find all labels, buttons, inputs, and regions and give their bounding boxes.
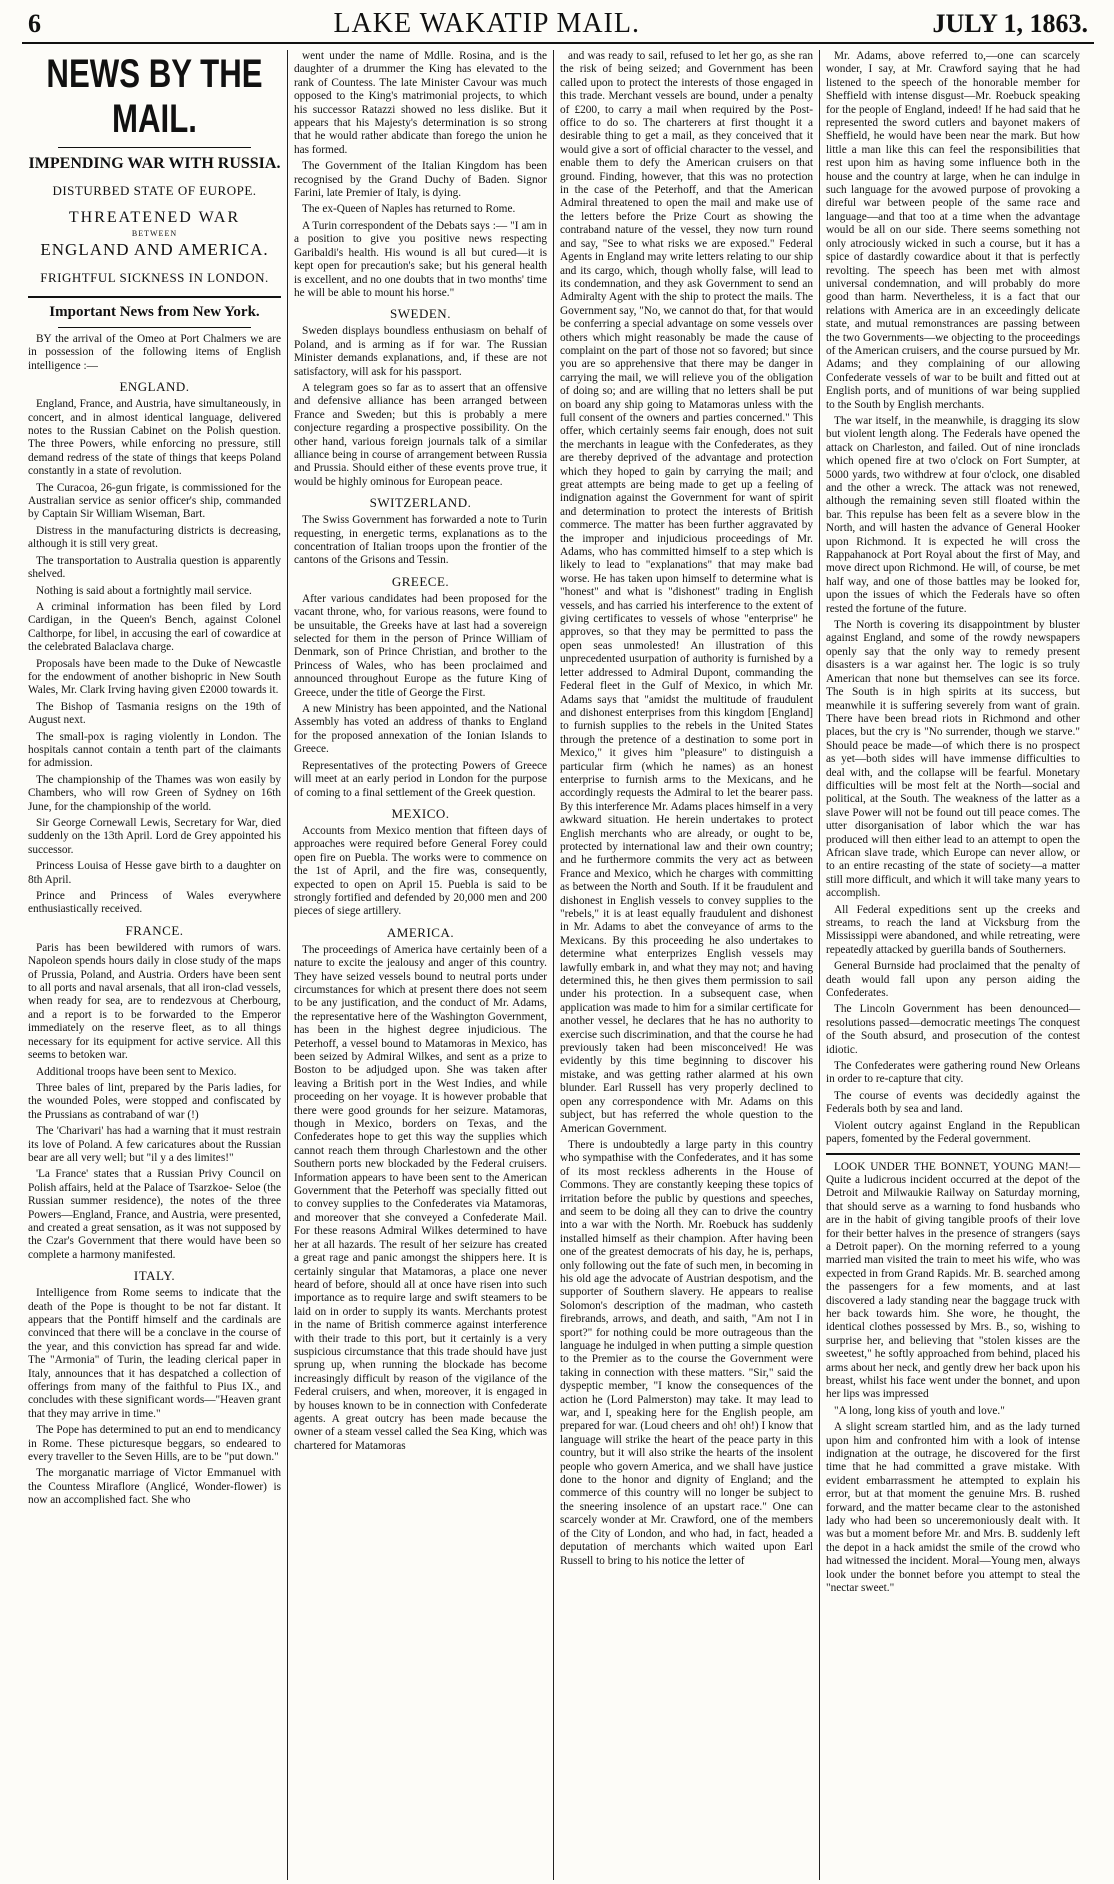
paragraph: Representatives of the protecting Powers of Greece will meet at an early period in London for the purpose of coming to a final settlement of the Greek question. — [294, 759, 547, 799]
paragraph: A new Ministry has been appointed, and the National Assembly has voted an address of thanks to England for the proposed annexation of the Ionian Islands to Greece. — [294, 703, 547, 756]
divider — [28, 296, 281, 298]
paragraph: The North is covering its disappointment by bluster against England, and some of the rowdy newspapers openly say that the only way to remedy present disasters is a war against her. The logic is so truly American that none but themselves can see its force. The South is in high spirits at its success, but meanwhile it is suffering severely from want of grain. There have been bread riots in Richmond and other places, but the cry is "No surrender, though we starve." Should peace be made—of which there is no prospect as yet—both sides will have immense difficulties to deal with, and the collapse will be fearful. Monetary difficulties will be most felt at the North—social and political, at the South. The weakness of the latter as a slave Power will not be found out till peace comes. The utter disorganisation of labor which the war has produced will then either lead to an attempt to open the African slave trade, which Europe can never allow, or to an entire recasting of the state of society—a matter still more difficult, and which it will take many years to accomplish. — [826, 619, 1080, 900]
page-number: 6 — [28, 9, 41, 38]
paragraph: The Lincoln Government has been denounced—resolutions passed—democratic meetings The conquest of the South absurd, and prosecution of the contest idiotic. — [826, 1003, 1080, 1056]
paragraph: England, France, and Austria, have simultaneously, in concert, and in almost identical language, delivered notes to the Russian Cabinet on the Polish question. The three Powers, while enforcing no pressure, still demand redress of the state of things that keeps Poland constantly in a state of revolution. — [28, 398, 281, 478]
divider — [58, 327, 251, 328]
paragraph: Violent outcry against England in the Republican papers, fomented by the Federal government. — [826, 1119, 1080, 1146]
paragraph: Sir George Cornewall Lewis, Secretary for War, died suddenly on the 13th April. Lord de Grey appointed his successor. — [28, 817, 281, 856]
paragraph: The Government of the Italian Kingdom has been recognised by the Grand Duchy of Baden. Signor Farini, late Premier of Italy, is dying. — [294, 160, 547, 200]
paragraph: 'La France' states that a Russian Privy Council on Polish affairs, held at the Palace of Tsarzkoe- Seloe (the Russian summer residence), the notes of the three Powers—England, France, and Austria, were presented, and created a great sensation, as it was not supposed by the Czar's Government that there would have been so complete a harmony manifested. — [28, 1168, 281, 1261]
paragraph: The morganatic marriage of Victor Emmanuel with the Countess Miraflore (Anglicé, Wonder-flower) is now an accomplished fact. She who — [28, 1467, 281, 1507]
paragraph: A Turin correspondent of the Debats says :— "I am in a position to give you positive news respecting Garibaldi's health. His wound is all but cured—it is kept open for precaution's sake; but his general health is excellent, and no one doubts that in two months' time he will be able to mount his horse." — [294, 219, 547, 299]
paragraph: The Curacoa, 26-gun frigate, is commissioned for the Australian service as senior officer's ship, commanded by Captain Sir William Wiseman, Bart. — [28, 481, 281, 521]
italy-continued — [294, 50, 547, 300]
mexico-section — [294, 825, 547, 919]
paragraph: went under the name of Mdlle. Rosina, and is the daughter of a drummer the King has elevated to the rank of Countess. The late Minister Cavour was much opposed to the King's matrimonial projects, to which his successor Ratazzi showed no less dislike. But it appears that his Majesty's determination is so strong that he would rather abdicate than forego the union he has formed. — [294, 50, 547, 156]
paragraph: The transportation to Australia question is apparently shelved. — [28, 554, 281, 581]
deck-england-america: ENGLAND AND AMERICA. — [40, 240, 269, 259]
america-continued — [560, 50, 813, 1568]
section-heading: ENGLAND. — [119, 379, 190, 395]
paragraph: Intelligence from Rome seems to indicate that the death of the Pope is thought to be not far distant. It appears that the Pontiff himself and the cardinals are convinced that there will be a conclave in the course of the year, and this conviction has spread far and wide. The "Armonia" of Turin, the leading clerical paper in Italy, announces that it has despatched a collection of offerings from many of the faithful to Pius IX., and concludes with these significant words—"Heaven grant that they may arrive in time." — [28, 1287, 281, 1420]
paragraph: Proposals have been made to the Duke of Newcastle for the endowment of another bishopric in New South Wales, Mr. Clark Irving having given £2000 towards it. — [28, 657, 281, 697]
italy-section — [28, 1287, 281, 1508]
paragraph: Mr. Adams, above referred to,—one can scarcely wonder, I say, at Mr. Crawford saying that he had listened to the speech of the honorable member for Sheffield with intense disgust—Mr. Roebuck speaking for the people of England, indeed! If he had said that he represented the sword cutlers and bayonet makers of Sheffield, he would have been near the mark. But how little a man like this can feel the responsibilities that rest upon him as having some influence both in the house and the country at large, when he can indulge in such language for the avowed purpose of provoking a direful war between people of the same race and language—and that too at a time when the advantage would be all on our side. There seems something not only atrociously wicked in such a course, but it has a spice of dastardly cowardice about it that is perfectly revolting. The speech has been met with almost universal condemnation, and will probably do more good than harm. Nevertheless, it is a fact that our relations with America are in an exceedingly delicate state, and mutual remonstrances are passing between the two Governments—we objecting to the proceedings of the American cruisers, and the course pursued by Mr. Adams; and they complaining of our allowing Confederate vessels of war to be built and fitted out at English ports, and of munitions of war being supplied to the South by English merchants. — [826, 50, 1080, 411]
france-section — [28, 942, 281, 1262]
paragraph: All Federal expeditions sent up the creeks and streams, to reach the land at Vicksburg from the Mississippi were abandoned, and while retreating, were repeatedly attacked by guerilla bands of Southerners. — [826, 903, 1080, 956]
deck-threatened: THREATENED WAR — [68, 209, 241, 226]
section-heading: GREECE. — [391, 573, 450, 589]
paragraph: Sweden displays boundless enthusiasm on behalf of Poland, and is arming as if for war. The Russian Minister demands explanations, and, if these are not satisfactory, will ask for his passport. — [294, 325, 547, 378]
paragraph: LOOK UNDER THE BONNET, YOUNG MAN!—Quite a ludicrous incident occurred at the depot of the Detroit and Milwaukie Railway on Saturday morning, that should serve as a warning to fond husbands who are in the habit of giving tangible proofs of their love for their better halves in the presence of strangers (says a Detroit paper). On the morning referred to a young married man visited the train to meet his wife, who was expected in from Grand Rapids. Mr. B. searched among the passengers for a few moments, and at last discovered a lady standing near the baggage truck with her back towards him. She wore, he thought, the identical clothes possessed by Mrs. B., so, wishing to surprise her, and believing that "stolen kisses are the sweetest," he softly approached from behind, placed his arms about her neck, and gently drew her back upon his breast, whilst his face went under the bonnet, and upon her lips was impressed — [826, 1160, 1080, 1401]
paragraph: The proceedings of America have certainly been of a nature to excite the jealousy and anger of this country. They have seized vessels bound to neutral ports under circumstances for which at present there does not seem to be any justification, and the conduct of Mr. Adams, the representative here of the Washington Government, has been in the highest degree injudicious. The Peterhoff, a vessel bound to Matamoras in Mexico, has been seized by Admiral Wilkes, and sent as a prize to Boston to be adjudged upon. She was taken after leaving a British port in the West Indies, and while proceeding on her voyage. It is however probable that there were good grounds for her seizure. Matamoras, though in Mexico, borders on Texas, and the Confederates hope to get this way the supplies which cannot reach them through Charlestown and the other Southern ports new blockaded by the Federal cruisers. Information appears to have been sent to the American Government that the Peterhoff was specially fitted out to convey supplies to the Confederates via Matamoras, and moreover that she conveyed a Confederate Mail. For these reasons Admiral Wilkes determined to have her at all hazards. The result of her seizure has created a great rage and panic amongst the shippers here. It is certainly singular that Matamoras, a place one never heard of before, should all at once have risen into such importance as to require large and swift steamers to be laid on in order to supply its wants. Merchants protest in the name of British commerce against interference with their trade to this port, but it certainly is a very suspicious circumstance that this trade should have just sprung up, when running the blockade has become increasingly difficult by reason of the vigilance of the Federal cruisers, and when, moreover, it is engaged in by houses known to be in connection with Confederate agents. A great outcry has been made because the owner of a steam vessel called the Sea King, which was chartered for Matamoras — [294, 943, 547, 1452]
paragraph: Distress in the manufacturing districts is decreasing, although it is still very great. — [28, 524, 281, 551]
issue-date: JULY 1, 1863. — [932, 9, 1088, 38]
section-heading: ITALY. — [133, 1268, 176, 1284]
section-heading: SWEDEN. — [390, 306, 451, 322]
sweden-section — [294, 325, 547, 489]
intro-paragraph: BY the arrival of the Omeo at Port Chalmers we are in possession of the following items of English intelligence :— — [28, 333, 281, 372]
paragraph: The Confederates were gathering round New Orleans in order to re-capture that city. — [826, 1060, 1080, 1086]
paragraph: The Bishop of Tasmania resigns on the 19th of August next. — [28, 700, 281, 727]
paragraph: Nothing is said about a fortnightly mail service. — [36, 584, 252, 597]
divider — [826, 1153, 1080, 1155]
paragraph: There is undoubtedly a large party in this country who sympathise with the Confederates, and it has some of its most reckless adherents in the House of Commons. They are constantly keeping these topics of irritation before the public by questions and speeches, and seem to be doing all they can to drive the country into a war with the North. Mr. Roebuck has suddenly installed himself as their champion. After having been one of the greatest democrats of his day, he is, perhaps, only following out the fate of such men, in becoming in his old age the advocate of Austrian despotism, and the supporter of Southern slavery. He appears to realise Solomon's description of the madman, who casteth firebrands, arrows, and death, and saith, "Am not I in sport?" for nothing could be more outrageous than the language he indulged in when putting a simple question to the Premier as to the course the Government were taking in connection with these matters. "Sir," said the dyspeptic member, "I know the consequences of the action he (Lord Palmerston) may take. It may lead to war, and I, speaking here for the English people, am prepared for war. (Loud cheers and oh! oh!) I know that language will strike the heart of the peace party in this country, but it will also strike the hearts of the insolent people who govern America, and we shall have justice done to the honor and dignity of England; and the commerce of this country will no longer be subject to the sneering insolence of an upstart race." One can scarcely wonder at Mr. Crawford, one of the members of the City of London, and who had, in fact, headed a deputation of merchants which waited upon Earl Russell to bring to his notice the letter of — [560, 1138, 813, 1567]
paragraph: A criminal information has been filed by Lord Cardigan, in the Queen's Bench, against Colonel Calthorpe, for libel, in accusing the earl of cowardice at the celebrated Balaclava charge. — [28, 600, 281, 654]
column-2 — [288, 50, 554, 1880]
paragraph: After various candidates had been proposed for the vacant throne, who, for various reasons, were found to be unsuitable, the Greeks have at last had a sovereign selected for them in the person of Prince William of Denmark, son of Prince Christian, and brother to the Princess of Wales, who has been proclaimed and announced throughout Europe as the future King of Greece, under the title of George the First. — [294, 592, 547, 699]
paragraph: The championship of the Thames was won easily by Chambers, who will row Green of Sydney on 16th June, for the championship of the world. — [28, 773, 281, 813]
section-heading: FRANCE. — [125, 922, 184, 938]
paragraph: Three bales of lint, prepared by the Paris ladies, for the wounded Poles, were stopped and confiscated by the Prussians as contraband of war (!) — [28, 1081, 281, 1121]
section-heading: AMERICA. — [386, 924, 455, 940]
newspaper-title: LAKE WAKATIP MAIL. — [333, 8, 640, 39]
america-concluded — [826, 50, 1080, 1147]
paragraph: The 'Charivari' has had a warning that it must restrain its love of Poland. A few caricatures about the Russian bear are all very well; but "il y a des limites!" — [28, 1125, 281, 1164]
deck-europe: DISTURBED STATE OF EUROPE. — [52, 183, 257, 198]
paragraph: The Pope has determined to put an end to mendicancy in Rome. These picturesque beggars, so endeared to every traveller to the Seven Hills, are to be "put down." — [28, 1424, 282, 1464]
america-section — [294, 944, 547, 1453]
column-1 — [22, 50, 288, 1880]
paragraph: The ex-Queen of Naples has returned to Rome. — [302, 203, 516, 216]
masthead — [22, 8, 1094, 44]
columns — [22, 50, 1094, 1880]
paragraph: "A long, long kiss of youth and love." — [834, 1404, 1005, 1417]
section-heading: MEXICO. — [391, 805, 450, 821]
deck-russia: IMPENDING WAR WITH RUSSIA. — [28, 155, 281, 172]
paragraph: Accounts from Mexico mention that fifteen days of approaches were required before General Forey could open fire on Puebla. The works were to commence on the 1st of April, and the fire was, consequently, expected to open on April 15. Puebla is said to be strongly fortified and defended by 20,000 men and 200 pieces of siege artillery. — [294, 824, 547, 918]
deck-sickness: FRIGHTFUL SICKNESS IN LONDON. — [40, 270, 269, 285]
greece-section — [294, 593, 547, 800]
paragraph: The Swiss Government has forwarded a note to Turin requesting, in energetic terms, explanations as to the concentration of Italian troops upon the frontier of the cantons of the Grisons and Tessin. — [294, 514, 547, 567]
deck-between: BETWEEN — [131, 229, 178, 238]
paragraph: A telegram goes so far as to assert that an offensive and defensive alliance has been arranged between France and Sweden; but this is probably a mere conjecture regarding a prospective possibility. On the other hand, various foreign journals talk of a similar alliance being in course of arrangement between Russia and Prussia. Should either of these events prove true, it would be highly ominous for European peace. — [294, 381, 547, 488]
deck-new-york: Important News from New York. — [49, 304, 260, 320]
section-heading: SWITZERLAND. — [369, 495, 472, 511]
column-3 — [554, 50, 820, 1880]
paragraph: The war itself, in the meanwhile, is dragging its slow but violent length along. The Federals have opened the attack on Charleston, and failed. Out of nine ironclads which opened fire at two o'clock on Fort Sumpter, at 5000 yards, two withdrew at four o'clock, one disabled and the other a wreck. The attack was not renewed, although the remaining seven still floated within the bar. This repulse has been felt as a severe blow in the North, and will hasten the advance of General Hooker upon Richmond. It is expected he will cross the Rappahanock at Port Royal about the first of May, and move direct upon Richmond. He will, of course, be met half way, and one of those battles may be looked for, upon the issues of which the Federals have so often rested the fortune of the future. — [826, 414, 1080, 615]
paragraph: Additional troops have been sent to Mexico. — [36, 1065, 237, 1078]
paragraph: The course of events was decidedly against the Federals both by sea and land. — [826, 1089, 1080, 1116]
paragraph: General Burnside had proclaimed that the penalty of death would fall upon any person aiding the Confederates. — [826, 960, 1080, 1000]
england-section — [28, 398, 281, 917]
paragraph: The small-pox is raging violently in London. The hospitals cannot contain a tenth part of the claimants for admission. — [28, 730, 281, 770]
switzerland-section — [294, 514, 547, 568]
paragraph: A slight scream startled him, and as the lady turned upon him and confronted him with a look of intense indignation at the outrage, he discovered for the first time that he had committed a grave mistake. With evident embarrassment he attempted to explain his error, but at that moment the genuine Mrs. B. rushed forward, and the matter became clear to the astonished lady who had been so unceremoniously dealt with. It was but a moment before Mr. and Mrs. B. suddenly left the depot in a hack amidst the smile of the crowd who had witnessed the incident. Moral—Young men, always look under the bonnet before you attempt to steal the "nectar sweet." — [826, 1421, 1080, 1595]
bonnet-article — [826, 1161, 1080, 1596]
paragraph: and was ready to sail, refused to let her go, as she ran the risk of being seized; and Government has been called upon to protect the interests of those engaged in this trade. Merchant vessels are bound, under a penalty of £200, to carry a mail when required by the Post-office to do so. The charterers at first thought it a desirable thing to get a mail, as they conceived that it would give a sort of official character to the vessel, and enable them to defy the American cruisers on that ground. Finding, however, that this was no protection in the case of the Peterhoff, and that the American Admiral threatened to open the mail and make use of the letters before the Prize Court as showing the contraband nature of the vessel, they now turn round and say, "See to what risks we are exposed." Federal Agents in England may write letters relating to our ship and its cargo, which, though wholly false, will lead to its condemnation, and they ask Government to send an Admiralty Agent with the ship to protect the mails. The Government say, "No, we cannot do that, for that would be conferring a special advantage on some vessels over others which might reasonably be made the cause of complaint on the part of those not so favored; but since you are so apprehensive that there may be danger in carrying the mail, we will relieve you of the obligation of doing so; and are willing that no letters shall be put on board any ship going to Matamoras unless with the full consent of the owners and parties concerned." This offer, which certainly seems fair enough, does not suit the merchants in league with the Confederates, as they are thereby deprived of the advantage and protection which they hoped to gain by carrying the mail; and great attempts are being made to get up a feeling of indignation against the Government for want of spirit and determination to protect the interests of British commerce. The matter has been further aggravated by the improper and injudicious proceedings of Mr. Adams, who has committed himself to a step which is likely to lead to "explanations" that may make bad worse. He has taken upon himself to determine what is "honest" and what is "dishonest" trading in English vessels, and has carried his interference to the extent of giving certificates to vessels of whose "enterprise" he approves, so that they may be permitted to pass the open seas unmolested! An illustration of this unprecedented usurpation of authority is furnished by a letter addressed to Admiral Dupont, commanding the Federal fleet in the Gulf of Mexico, in which Mr. Adams says that "amidst the multitude of fraudulent and dishonest enterprises from this kingdom [England] to furnish supplies to the rebels in the United States through the pretence of a destination to some port in Mexico," it gives him "pleasure" to distinguish a particular firm (which he names) as an honest enterprise to furnish arms to the Mexicans, and he accordingly requests the Admiral to let the bearer pass. By this interference Mr. Adams places himself in a very awkward situation. He herein undertakes to protect English merchants who are already, or ought to be, protected by international law and their own country; and he furthermore commits the very act as between France and Mexico, which he charges with committing as between the North and South. If it be fraudulent and dishonest in English vessels to convey supplies to the "rebels," it is at least equally fraudulent and dishonest in Mr. Adams to abet the conveyance of arms to the Mexicans. By this proceeding he also undertakes to determine what enterprizes English vessels may lawfully embark in, and what they may not; and having determined this, he then gives them permission to sail under his protection. In a subsequent case, when application was made to him for a similar certificate for another vessel, he declares that he has no authority to exercise such discrimination, and that the course he had previously taken had been misconceived! He was evidently by this time beginning to discover his mistake, and was getting rather alarmed at his own blunder. Earl Russell has very properly declined to open any correspondence with Mr. Adams on this subject, but has referred the whole question to the American Government. — [560, 50, 813, 1135]
column-4 — [820, 50, 1086, 1880]
paragraph: Paris has been bewildered with rumors of wars. Napoleon spends hours daily in close study of the maps of Prussia, Poland, and Austria. Orders have been sent to all ports and naval arsenals, that all iron-clad vessels, when ready for sea, are to rendezvous at Cherbourg, and a report is to be forwarded to the Emperor immediately on the reserve fleet, as to all things necessary for its equipment for active service. All this seems to betoken war. — [28, 941, 281, 1062]
divider — [58, 147, 251, 148]
main-headline: NEWS BY THE MAIL. — [46, 52, 263, 141]
paragraph: Prince and Princess of Wales everywhere enthusiastically received. — [28, 890, 281, 916]
paragraph: Princess Louisa of Hesse gave birth to a daughter on 8th April. — [28, 860, 281, 886]
